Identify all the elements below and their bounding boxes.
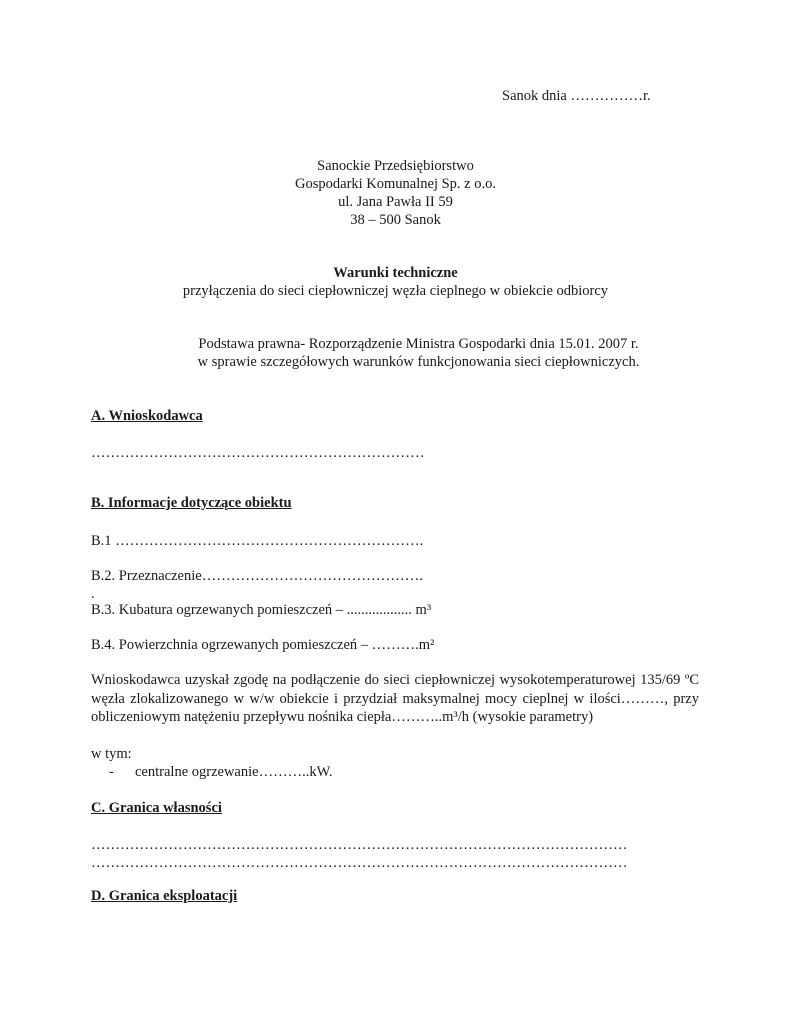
section-b-heading [91, 494, 292, 512]
section-d-heading: D. Granica eksploatacji [91, 888, 238, 904]
field-b3: B.3. Kubatura ogrzewanych pomieszczeń – .................. m³ [91, 602, 432, 618]
section-a-heading: A. Wnioskodawca [91, 408, 203, 424]
applicant-blank: …………………………………………………………… [91, 445, 425, 461]
ownership-blank-2: ………………………………………………………………………………………………… [91, 855, 628, 871]
section-c-heading: C. Granica własności [91, 800, 222, 816]
section-b-letter: B [91, 495, 101, 511]
consent-paragraph: Wnioskodawca uzyskał zgodę na podłączenie do sieci ciepłowniczej wysokotemperaturowej 135/69 ºC węzła zlokalizowanego w w/w obiekcie i przydział maksymalnej mocy cieplnej w ilości………, przy obliczeniowym natężeniu przepływu nośnika ciepła………..m³/h (wysokie parametry) [91, 672, 699, 725]
recipient-line-1: Sanockie Przedsiębiorstwo [317, 158, 474, 174]
recipient-line-3: ul. Jana Pawła II 59 [338, 194, 453, 210]
field-b2: B.2. Przeznaczenie………………………………………. [91, 568, 423, 584]
list-item-central-heating: centralne ogrzewanie………..kW. [135, 764, 333, 780]
document-title: Warunki techniczne [333, 265, 458, 281]
field-b1: B.1 ………………………………………………………. [91, 533, 424, 549]
recipient-line-4: 38 – 500 Sanok [350, 212, 441, 228]
ownership-blank-1: ………………………………………………………………………………………………… [91, 837, 628, 853]
list-bullet: - [109, 764, 114, 780]
stray-dot: . [91, 586, 95, 602]
field-b4: B.4. Powierzchnia ogrzewanych pomieszczeń – ……….m² [91, 637, 435, 653]
document-subtitle: przyłączenia do sieci ciepłowniczej węzła cieplnego w obiekcie odbiorcy [182, 283, 609, 299]
section-b-title: . Informacje dotyczące obiektu [100, 495, 292, 511]
legal-basis-line-1: Podstawa prawna- Rozporządzenie Ministra Gospodarki dnia 15.01. 2007 r. [198, 336, 639, 352]
legal-basis-line-2: w sprawie szczegółowych warunków funkcjonowania sieci ciepłowniczych. [197, 354, 640, 370]
date-line: Sanok dnia ……………r. [502, 88, 651, 104]
recipient-line-2: Gospodarki Komunalnej Sp. z o.o. [295, 176, 496, 192]
w-tym-label: w tym: [91, 746, 132, 762]
